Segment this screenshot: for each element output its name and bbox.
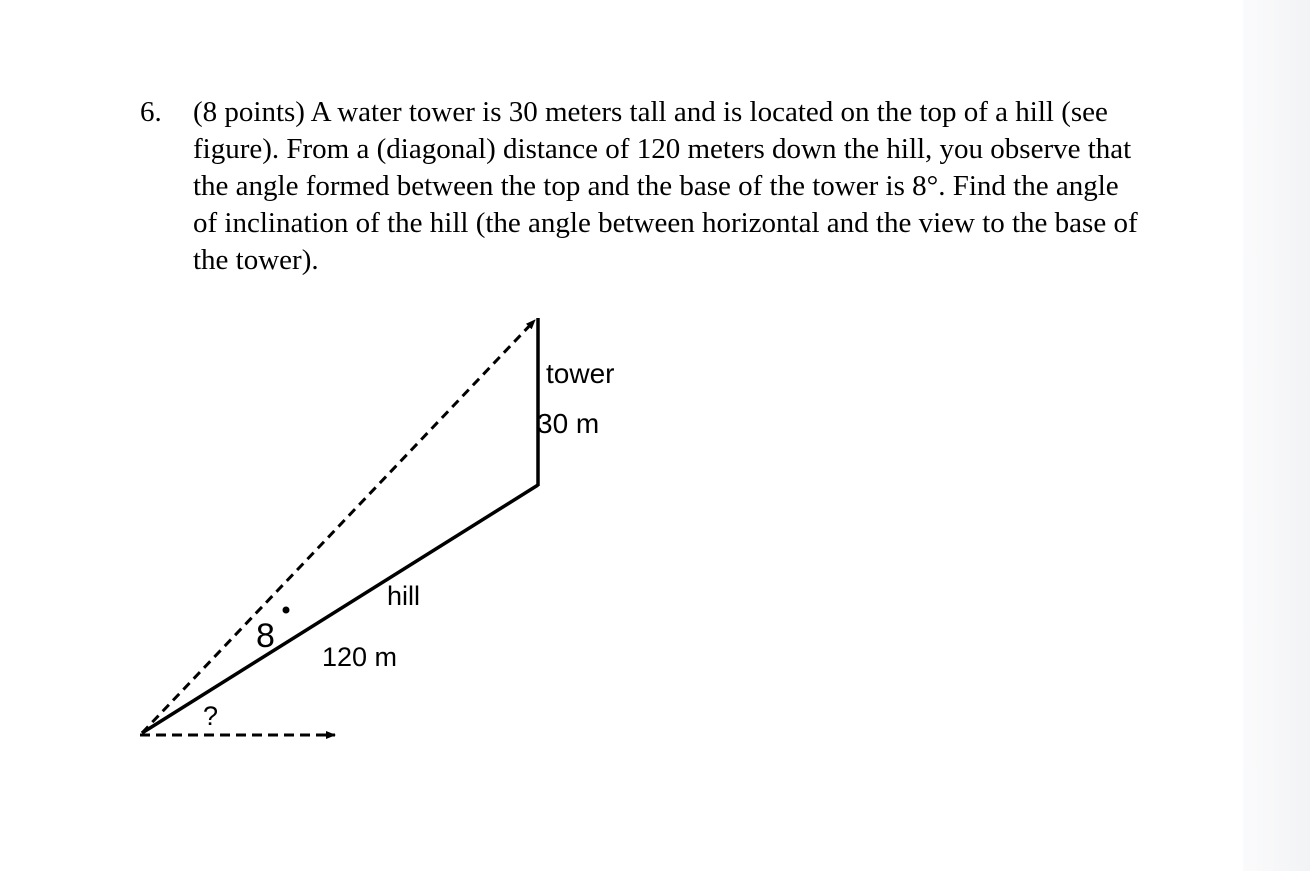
problem-number: 6. [140,96,162,128]
angle-8-label: 8 [256,617,275,655]
problem-text-line: the tower). [193,244,319,276]
unknown-angle-label: ? [203,701,219,731]
problem-text-line: of inclination of the hill (the angle between horizontal and the view to the base of [193,207,1138,239]
problem-text-line: the angle formed between the top and the base of the tower is 8°. Find the angle [193,170,1119,202]
hill-label: hill [387,581,421,611]
problem-text-line: figure). From a (diagonal) distance of 120 meters down the hill, you observe that [193,133,1132,165]
hill-length-label: 120 m [322,642,398,672]
hill-line [142,485,538,733]
tower-height-label: 30 m [537,408,600,439]
tower-label: tower [546,358,615,389]
problem-text-line: (8 points) A water tower is 30 meters tall and is located on the top of a hill (see [193,96,1108,128]
degree-symbol [283,607,290,614]
